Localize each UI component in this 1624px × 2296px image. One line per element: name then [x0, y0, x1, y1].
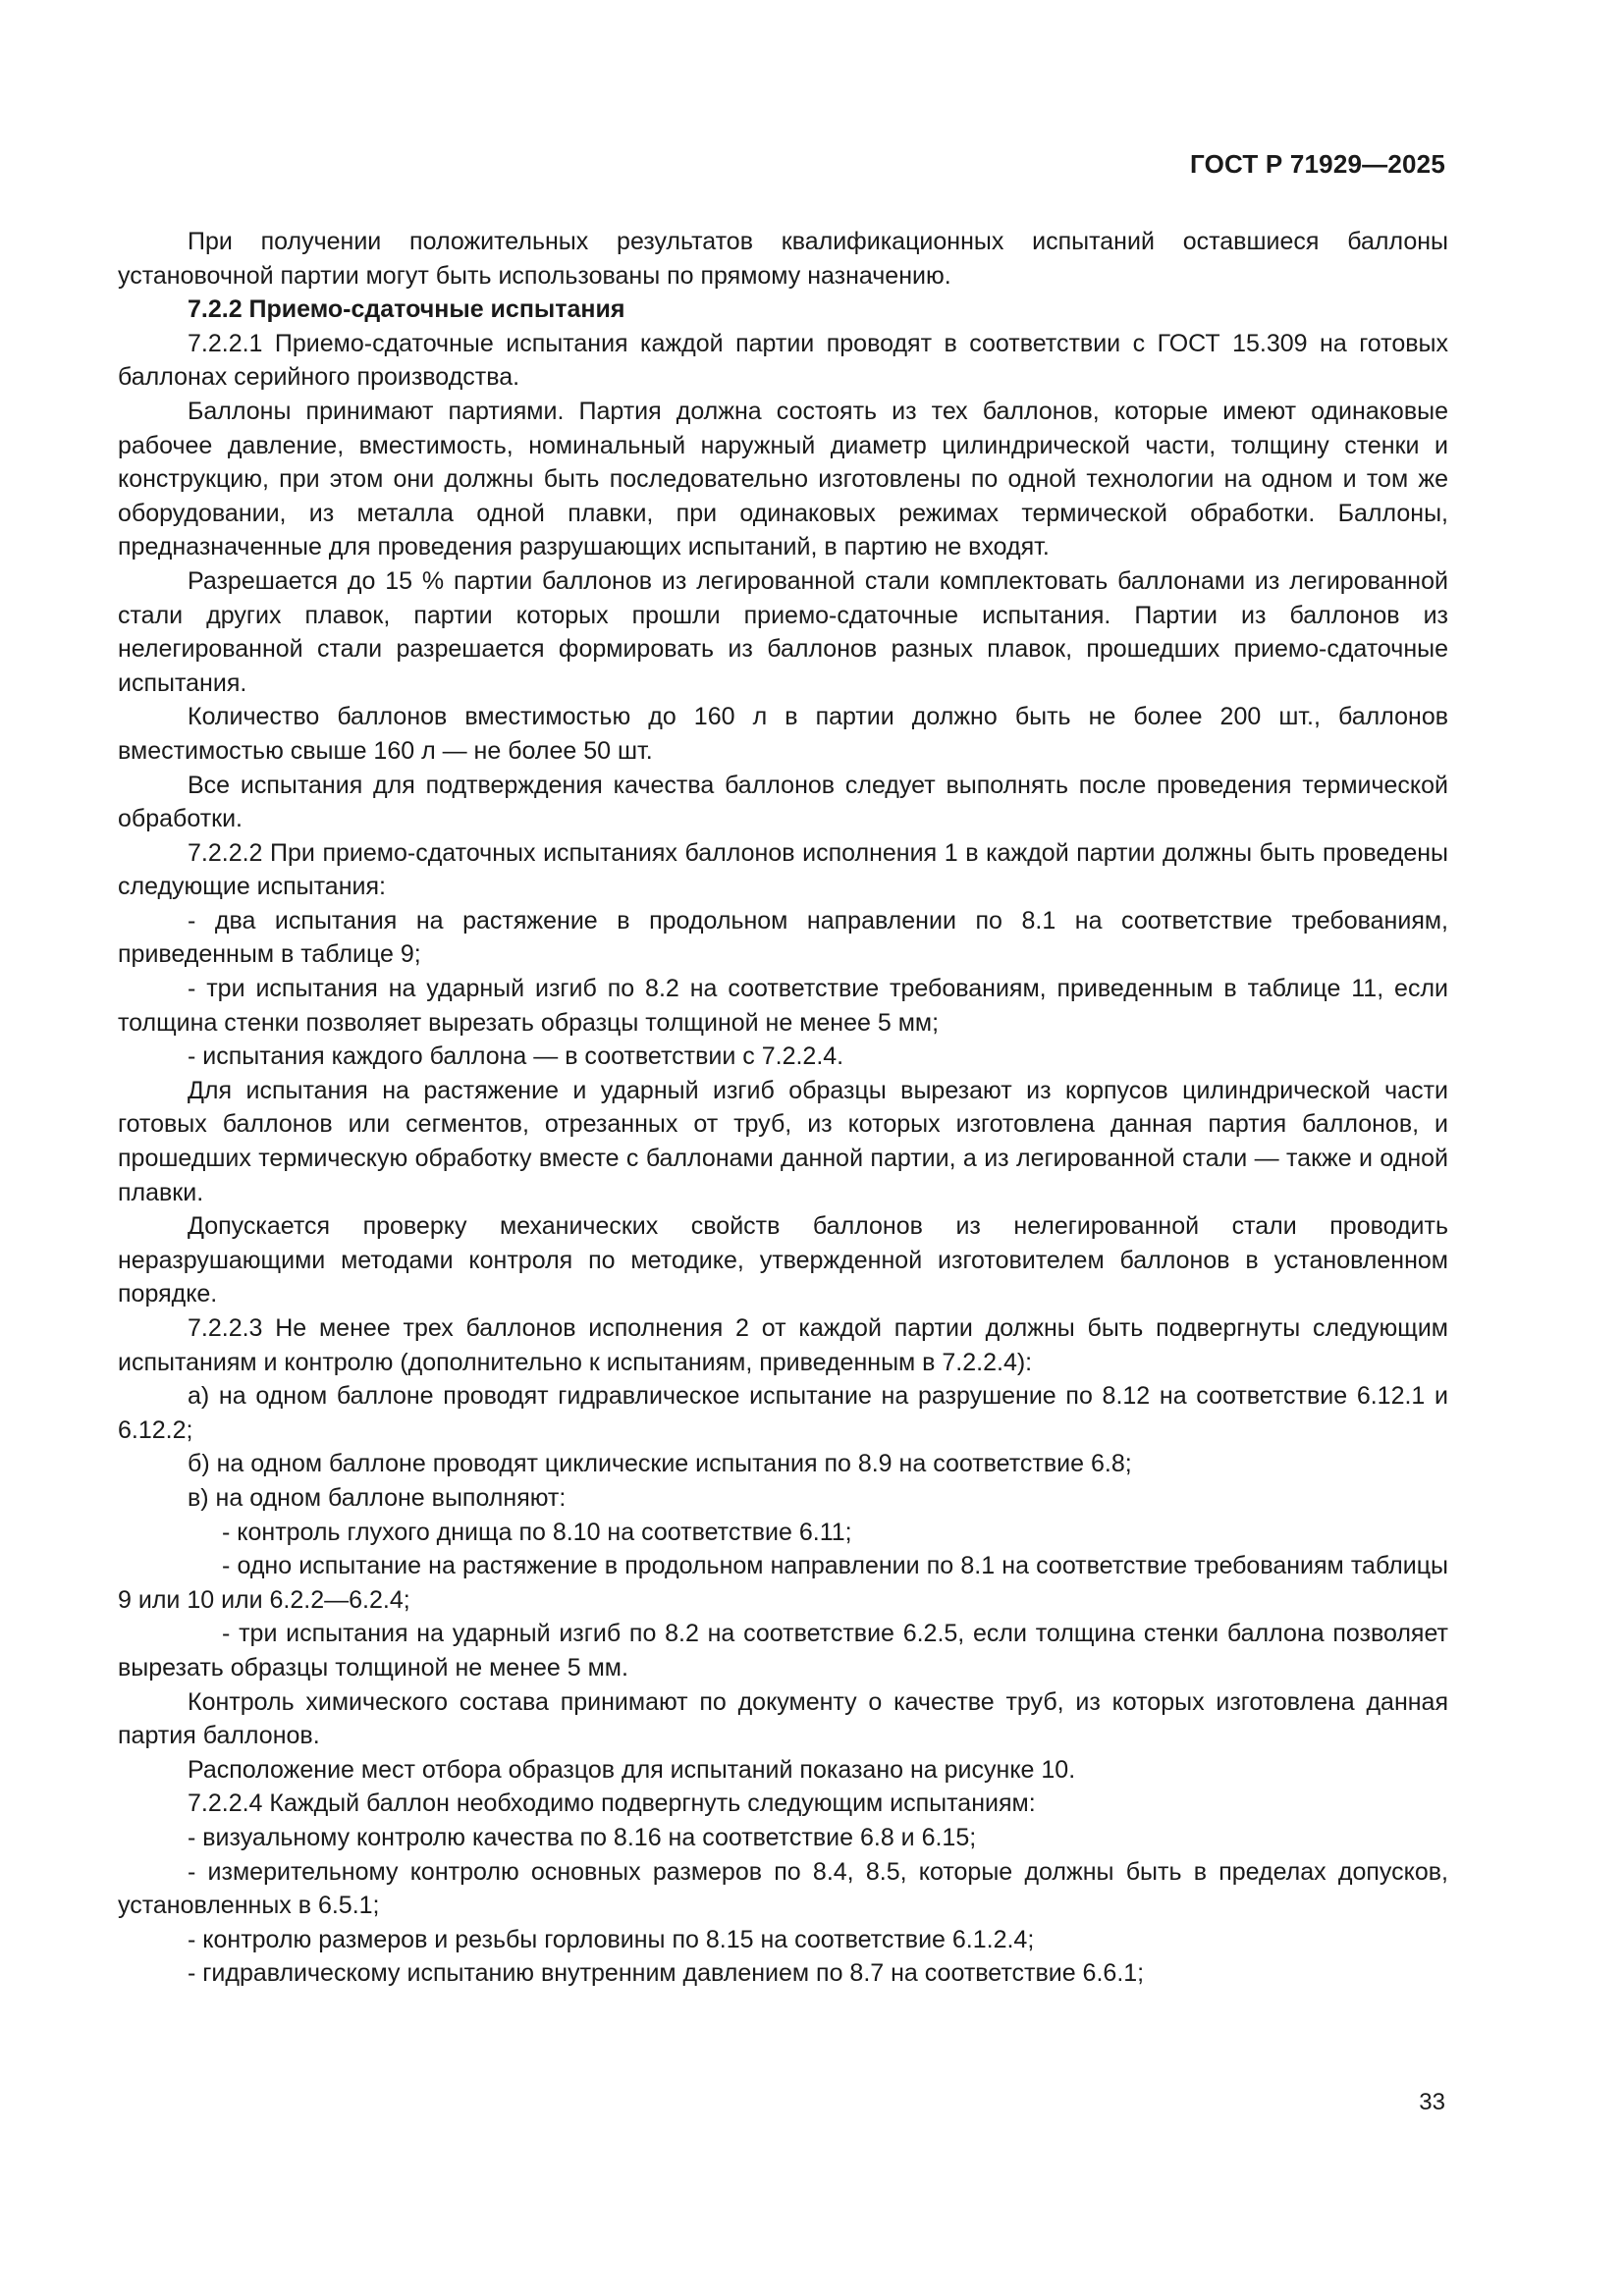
paragraph: Все испытания для подтверждения качества баллонов следует выполнять после проведения термической обработки. — [118, 771, 1448, 833]
paragraph: - гидравлическому испытанию внутренним давлением по 8.7 на соответствие 6.6.1; — [188, 1959, 1145, 1988]
paragraph: Разрешается до 15 % партии баллонов из легированной стали комплектовать баллонами из легированной стали других плавок, партии которых прошли приемо-сдаточные испытания. Партии из баллонов из нелегированной стали разрешается формировать из баллонов разных плавок, прошедших приемо-сдаточные испытания. — [118, 566, 1448, 697]
paragraph: Допускается проверку механических свойств баллонов из нелегированной стали проводить неразрушающими методами контроля по методике, утвержденной изготовителем баллонов в установленном порядке. — [118, 1212, 1448, 1308]
paragraph: а) на одном баллоне проводят гидравлическое испытание на разрушение по 8.12 на соответствие 6.12.1 и 6.12.2; — [118, 1382, 1448, 1444]
paragraph: - контролю размеров и резьбы горловины по 8.15 на соответствие 6.1.2.4; — [188, 1925, 1035, 1953]
paragraph: Для испытания на растяжение и ударный изгиб образцы вырезают из корпусов цилиндрической части готовых баллонов или сегментов, отрезанных от труб, из которых изготовлена данная партия баллонов, и прошедших термическую обработку вместе с баллонами данной партии, а из легированной стали — также и одной плавки. — [118, 1076, 1448, 1206]
paragraph: Расположение мест отбора образцов для испытаний показано на рисунке 10. — [188, 1755, 1076, 1784]
paragraph: - испытания каждого баллона — в соответствии с 7.2.2.4. — [188, 1042, 844, 1071]
body-text — [118, 225, 1448, 1991]
document-id-header: ГОСТ Р 71929—2025 — [1190, 149, 1445, 179]
paragraph: При получении положительных результатов квалификационных испытаний оставшиеся баллоны установочной партии могут быть использованы по прямому назначению. — [118, 228, 1448, 290]
paragraph: - три испытания на ударный изгиб по 8.2 на соответствие требованиям, приведенным в таблице 11, если толщина стенки позволяет вырезать образцы толщиной не менее 5 мм; — [118, 975, 1448, 1037]
paragraph: - контроль глухого днища по 8.10 на соответствие 6.11; — [222, 1518, 852, 1546]
paragraph: 7.2.2.3 Не менее трех баллонов исполнения 2 от каждой партии должны быть подвергнуты следующим испытаниям и контролю (дополнительно к испытаниям, приведенным в 7.2.2.4): — [118, 1314, 1448, 1376]
paragraph: - измерительному контролю основных размеров по 8.4, 8.5, которые должны быть в пределах допусков, установленных в 6.5.1; — [118, 1857, 1448, 1920]
section-heading: 7.2.2 Приемо-сдаточные испытания — [188, 295, 625, 324]
paragraph: б) на одном баллоне проводят циклические испытания по 8.9 на соответствие 6.8; — [188, 1450, 1132, 1478]
page-number: 33 — [1419, 2089, 1445, 2115]
paragraph: Количество баллонов вместимостью до 160 л в партии должно быть не более 200 шт., баллонов вместимостью свыше 160 л — не более 50 шт. — [118, 703, 1448, 765]
paragraph: - два испытания на растяжение в продольном направлении по 8.1 на соответствие требованиям, приведенным в таблице 9; — [118, 906, 1448, 969]
paragraph: Баллоны принимают партиями. Партия должна состоять из тех баллонов, которые имеют одинаковые рабочее давление, вместимость, номинальный наружный диаметр цилиндрической части, толщину стенки и конструкцию, при этом они должны быть последовательно изготовлены по одной технологии на одном и том же оборудовании, из металла одной плавки, при одинаковых режимах термической обработки. Баллоны, предназначенные для проведения разрушающих испытаний, в партию не входят. — [118, 397, 1448, 561]
paragraph: 7.2.2.4 Каждый баллон необходимо подвергнуть следующим испытаниям: — [188, 1789, 1036, 1818]
paragraph: в) на одном баллоне выполняют: — [188, 1483, 567, 1512]
paragraph: - три испытания на ударный изгиб по 8.2 на соответствие 6.2.5, если толщина стенки баллона позволяет вырезать образцы толщиной не менее 5 мм. — [118, 1620, 1448, 1682]
paragraph: - визуальному контролю качества по 8.16 на соответствие 6.8 и 6.15; — [188, 1823, 977, 1851]
paragraph: - одно испытание на растяжение в продольном направлении по 8.1 на соответствие требованиям таблицы 9 или 10 или 6.2.2—6.2.4; — [118, 1552, 1448, 1614]
paragraph: 7.2.2.2 При приемо-сдаточных испытаниях баллонов исполнения 1 в каждой партии должны быть проведены следующие испытания: — [118, 838, 1448, 901]
paragraph: Контроль химического состава принимают по документу о качестве труб, из которых изготовлена данная партия баллонов. — [118, 1687, 1448, 1750]
paragraph: 7.2.2.1 Приемо-сдаточные испытания каждой партии проводят в соответствии с ГОСТ 15.309 на готовых баллонах серийного производства. — [118, 329, 1448, 392]
